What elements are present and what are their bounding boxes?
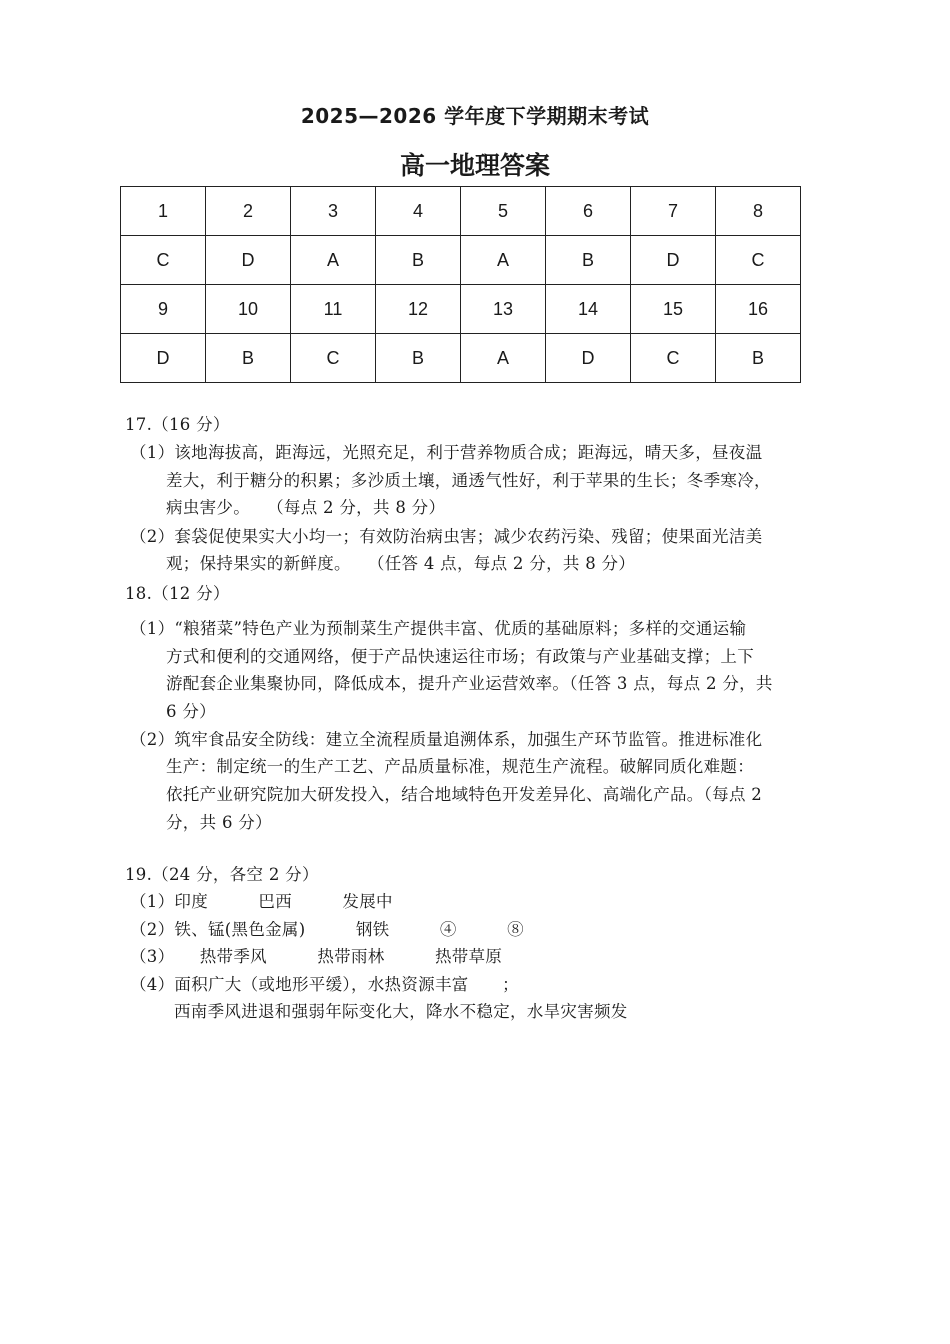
q19-answer-line: （1）印度 巴西 发展中 bbox=[130, 892, 393, 911]
q18-part2-line: 分，共 6 分） bbox=[166, 813, 272, 832]
answer-cell: C bbox=[291, 334, 376, 383]
answer-cell: B bbox=[546, 236, 631, 285]
question-number: 14 bbox=[546, 285, 631, 334]
exam-title: 2025—2026 学年度下学期期末考试 bbox=[300, 104, 650, 128]
question-number: 13 bbox=[461, 285, 546, 334]
q18-part1-line: （1）“粮猪菜”特色产业为预制菜生产提供丰富、优质的基础原料；多样的交通运输 bbox=[130, 619, 747, 638]
answer-cell: B bbox=[716, 334, 801, 383]
question-number: 16 bbox=[716, 285, 801, 334]
answer-cell: C bbox=[631, 334, 716, 383]
question-number: 8 bbox=[716, 187, 801, 236]
answer-cell: C bbox=[716, 236, 801, 285]
q18-part2-line: （2）筑牢食品安全防线：建立全流程质量追溯体系，加强生产环节监管。推进标准化 bbox=[130, 730, 763, 749]
answer-cell: B bbox=[376, 334, 461, 383]
answer-cell: A bbox=[461, 334, 546, 383]
table-row bbox=[121, 236, 801, 285]
question-number: 10 bbox=[206, 285, 291, 334]
q19-answer-line: （3） 热带季风 热带雨林 热带草原 bbox=[130, 947, 503, 966]
q19-answer-line: （2）铁、锰(黑色金属) 钢铁 ④ ⑧ bbox=[130, 920, 524, 939]
question-number: 9 bbox=[121, 285, 206, 334]
answer-cell: B bbox=[206, 334, 291, 383]
table-row bbox=[121, 285, 801, 334]
q18-part1-line: 方式和便利的交通网络，便于产品快速运往市场；有政策与产业基础支撑；上下 bbox=[166, 647, 754, 666]
answer-cell: D bbox=[206, 236, 291, 285]
q17-heading: 17.（16 分） bbox=[125, 415, 230, 434]
q18-part2-line: 生产：制定统一的生产工艺、产品质量标准，规范生产流程。破解同质化难题： bbox=[166, 757, 754, 776]
answer-cell: D bbox=[631, 236, 716, 285]
question-number: 11 bbox=[291, 285, 376, 334]
q18-part2-line: 依托产业研究院加大研发投入，结合地域特色开发差异化、高端化产品。（每点 2 bbox=[166, 785, 763, 804]
answer-cell: A bbox=[291, 236, 376, 285]
answer-cell: D bbox=[546, 334, 631, 383]
q19-answer-line: （4）面积广大（或地形平缓），水热资源丰富 ； bbox=[130, 975, 519, 994]
question-number: 15 bbox=[631, 285, 716, 334]
question-number: 6 bbox=[546, 187, 631, 236]
q17-part1-line: 病虫害少。 （每点 2 分，共 8 分） bbox=[166, 498, 446, 517]
q17-part2-line: （2）套袋促使果实大小均一；有效防治病虫害；减少农药污染、残留；使果面光洁美 bbox=[130, 527, 763, 546]
q19-answer-line: 西南季风进退和强弱年际变化大，降水不稳定，水旱灾害频发 bbox=[174, 1002, 628, 1021]
answer-table bbox=[120, 186, 801, 383]
question-number: 3 bbox=[291, 187, 376, 236]
q18-part1-line: 6 分） bbox=[166, 702, 216, 721]
answer-cell: D bbox=[121, 334, 206, 383]
question-number: 1 bbox=[121, 187, 206, 236]
q19-heading: 19.（24 分，各空 2 分） bbox=[125, 865, 319, 884]
question-number: 2 bbox=[206, 187, 291, 236]
answer-title: 高一地理答案 bbox=[399, 151, 550, 180]
answer-cell: A bbox=[461, 236, 546, 285]
table-row bbox=[121, 187, 801, 236]
q17-part1-line: 差大，利于糖分的积累；多沙质土壤，通透气性好，利于苹果的生长；冬季寒冷， bbox=[166, 471, 771, 490]
answer-cell: B bbox=[376, 236, 461, 285]
answer-cell: C bbox=[121, 236, 206, 285]
question-number: 5 bbox=[461, 187, 546, 236]
question-number: 7 bbox=[631, 187, 716, 236]
table-row bbox=[121, 334, 801, 383]
question-number: 4 bbox=[376, 187, 461, 236]
q18-heading: 18.（12 分） bbox=[125, 584, 230, 603]
q18-part1-line: 游配套企业集聚协同，降低成本，提升产业运营效率。（任答 3 点，每点 2 分，共 bbox=[166, 674, 773, 693]
q17-part2-line: 观；保持果实的新鲜度。 （任答 4 点，每点 2 分，共 8 分） bbox=[166, 554, 636, 573]
q17-part1-line: （1）该地海拔高，距海远，光照充足，利于营养物质合成；距海远，晴天多，昼夜温 bbox=[130, 443, 763, 462]
question-number: 12 bbox=[376, 285, 461, 334]
